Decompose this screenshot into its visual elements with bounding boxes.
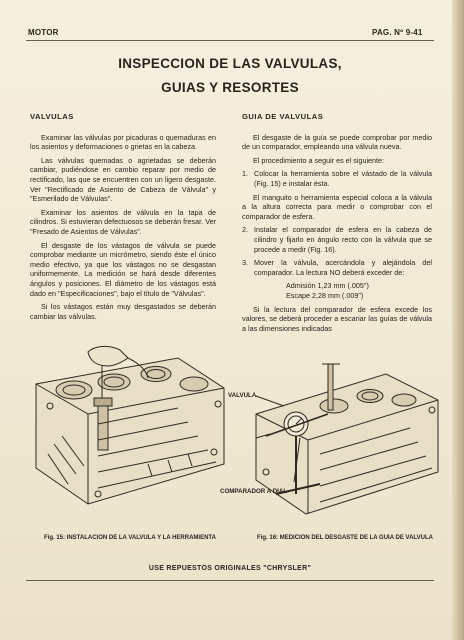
engine-head-drawing-1 bbox=[28, 344, 228, 526]
dial-gauge-callout-label: COMPARADOR A DIAL bbox=[220, 488, 288, 495]
valves-paragraph-5: Si los vástagos están muy desgastados se deberán cambiar las válvulas. bbox=[30, 302, 216, 321]
valve-callout-label: VALVULA bbox=[228, 392, 257, 399]
step-1-number: 1. bbox=[242, 169, 248, 179]
valves-paragraph-4: El desgaste de los vástagos de válvula se puede comprobar mediante un micrómetro, siendo éste el único medio efectivo, ya que los vástagos no se desgastan uniformemente. La medición se hará desde diferentes ángulos y posiciones. El diámetro de los vástagos está dado en "Especificaciones", bajo el título de "Válvulas". bbox=[30, 240, 216, 298]
figure-16-illustration bbox=[220, 344, 442, 526]
spec-intake: Admisión 1,23 mm (.005") bbox=[286, 281, 369, 291]
step-2-number: 2. bbox=[242, 225, 248, 235]
figure-16-caption: Fig. 16: MEDICION DEL DESGASTE DE LA GUIA DE VALVULA bbox=[257, 535, 433, 541]
valves-paragraph-1: Examinar las válvulas por picaduras o quemaduras en los asientos y deformaciones o grietas en la cabeza. bbox=[30, 132, 216, 152]
valves-paragraph-3: Examinar los asientos de válvula en la tapa de cilindros. Si estuvieran defectuosos se deberán fresar. Ver "Fresado de Asientos de Válvulas". bbox=[30, 207, 216, 236]
step-3-number: 3. bbox=[242, 258, 248, 268]
closing-paragraph: Si la lectura del comparador de esfera excede los valores, se deberá proceder a escariar las guías de válvula a las dimensiones indicadas bbox=[242, 304, 432, 333]
engine-head-drawing-2 bbox=[236, 344, 442, 526]
figure-15-caption: Fig. 15: INSTALACION DE LA VALVULA Y LA HERRAMIENTA bbox=[43, 535, 216, 541]
spec-exhaust: Escape 2,28 mm (.009") bbox=[286, 290, 364, 300]
page-title-line2: GUIAS Y RESORTES bbox=[161, 80, 299, 95]
footer-note: USE REPUESTOS ORIGINALES "CHRYSLER" bbox=[148, 565, 312, 572]
step-3-text: Mover la válvula, acercándola y alejándola del comparador. La lectura NO deberá exceder de: bbox=[254, 258, 432, 277]
header-rule bbox=[26, 40, 434, 41]
step-3 bbox=[242, 258, 432, 277]
valves-heading: VALVULAS bbox=[30, 112, 74, 121]
right-column bbox=[242, 112, 432, 337]
step-1 bbox=[242, 169, 432, 188]
valve-guide-heading: GUIA DE VALVULAS bbox=[242, 112, 324, 121]
step-2 bbox=[242, 225, 432, 254]
left-column bbox=[30, 112, 216, 325]
figure-15-illustration bbox=[28, 344, 228, 526]
step-2-text: Instalar el comparador de esfera en la cabeza de cilindro y fijarlo en ángulo recto con la válvula que se procede a medir (Fig. 16). bbox=[254, 225, 432, 254]
procedure-intro: El procedimiento a seguir es el siguiente: bbox=[253, 155, 385, 165]
footer-rule bbox=[26, 580, 434, 581]
step-1-text: Colocar la herramienta sobre el vástado de la válvula (Fig. 15) e instalar ésta. bbox=[254, 169, 432, 188]
page-title-line1: INSPECCION DE LAS VALVULAS, bbox=[118, 56, 342, 71]
valves-paragraph-2: Las válvulas quemadas o agrietadas se deberán cambiar, pudiéndose en cambio reparar por medio de rectificado, las que se encuentren con un ligero desgaste. Ver "Rectificado de Asiento de Cabeza de Válvula" y "Esmerilado de Válvulas". bbox=[30, 155, 216, 204]
step-1-note: El manguito o herramienta especial coloca a la válvula a la altura correcta para medir o comprobar con el comparador de esfera. bbox=[242, 192, 432, 221]
section-label: MOTOR bbox=[28, 28, 59, 37]
page-number: PAG. Nº 9-41 bbox=[372, 28, 423, 37]
guide-intro: El desgaste de la guía se puede comprobar por medio de un comparador, empleando una válvula nueva. bbox=[242, 132, 432, 152]
page-edge-shadow bbox=[452, 0, 464, 640]
